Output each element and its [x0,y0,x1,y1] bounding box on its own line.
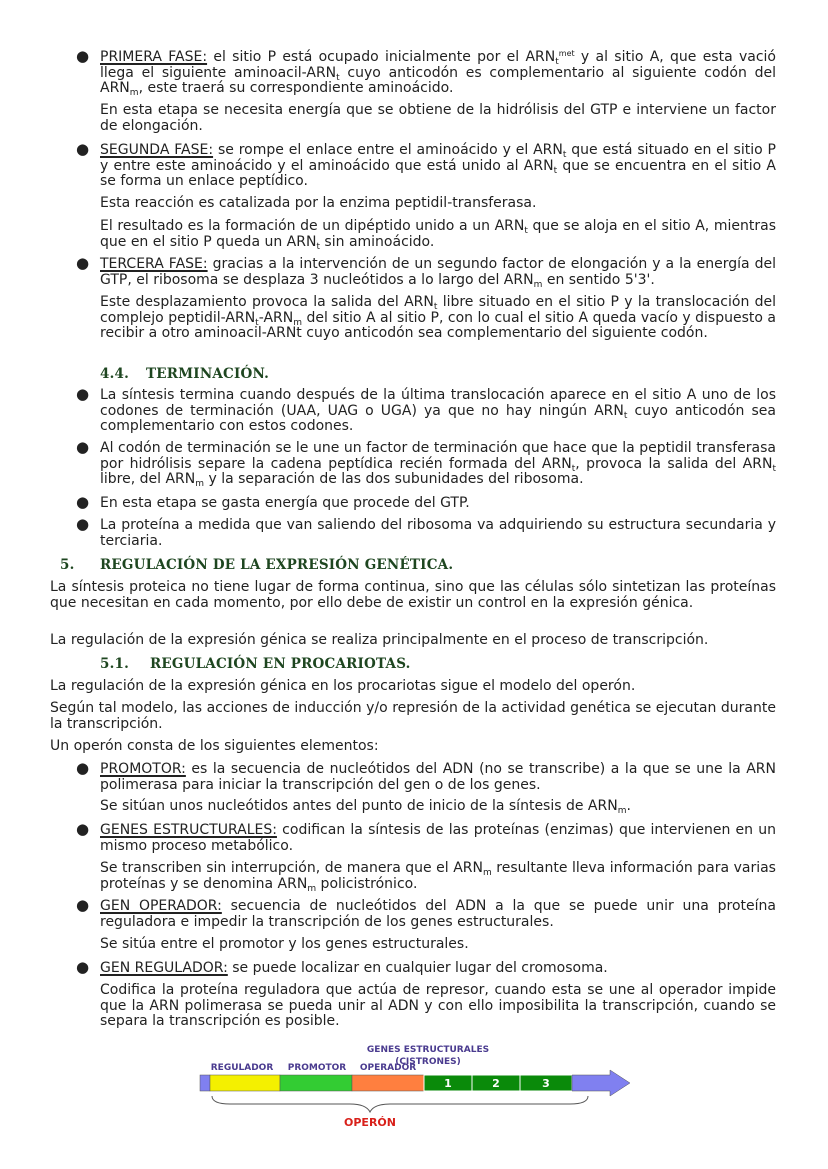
bullet-segunda-fase: ● SEGUNDA FASE: se rompe el enlace entre el aminoácido y el $ARN_t$ que está situado en el sitio P y entre este aminoácido y el aminoácido que está unido al $ARN_t$ que se encuentra en el sitio A se forma un enlace peptídico. [76,140,776,189]
bullet-icon: ● [76,958,90,976]
gen-regulador-paragraph: Codifica la proteína reguladora que actúa de represor, cuando esta se une al operador impide que la ARN polimerasa se pueda unir al ADN y con ello imposibilita la transcripción, cuando se separa la transcripción es posible. [100,982,776,1029]
heading-regulacion: 5. REGULACIÓN DE LA EXPRESIÓN GENÉTICA. [60,557,454,573]
bullet-genes-estructurales: ● GENES ESTRUCTURALES: codifican la síntesis de las proteínas (enzimas) que intervienen en un mismo proceso metabólico. [76,820,777,854]
operador-segment [352,1075,424,1091]
bullet-icon: ● [76,47,90,65]
bullet-primera-fase: ● PRIMERA FASE: el sitio P está ocupado inicialmente por el $ARN_t^{met}$ y al sitio A, que esta vació llega el siguiente aminoacil-$ARN_t$ cuyo anticodón es complementario al siguiente codón del $ARN_m$, este traerá su correspondiente aminoácido. [76,47,776,98]
bullet-icon: ● [76,493,90,511]
bullet-icon: ● [76,438,90,456]
bullet-icon: ● [76,820,90,838]
genes-estructurales-paragraph: Se transcriben sin interrupción, de manera que el $ARN_m$ resultante lleva información para varias proteínas y se denomina $ARN_m$ policistrónico. [100,860,776,894]
segunda-fase-paragraph-1: Esta reacción es catalizada por la enzima peptidil-transferasa. [100,195,537,211]
heading-procariotas: 5.1. REGULACIÓN EN PROCARIOTAS. [100,656,411,672]
regulador-label: REGULADOR [210,1063,274,1073]
segunda-fase-lead: SEGUNDA FASE: [100,142,214,158]
operon-label: OPERÓN [344,1116,396,1129]
regulacion-paragraph-2: La regulación de la expresión génica se realiza principalmente en el proceso de transcripción. [50,632,709,648]
gen-operador-paragraph: Se sitúa entre el promotor y los genes estructurales. [100,936,469,952]
procariotas-paragraph-3: Un operón consta de los siguientes elementos: [50,738,379,754]
operon-brace [212,1096,588,1112]
bullet-icon: ● [76,515,90,533]
bullet-icon: ● [76,254,90,272]
bullet-icon: ● [76,896,90,914]
gen-operador-lead: GEN OPERADOR: [100,898,222,914]
bullet-terminacion-3: ● En esta etapa se gasta energía que procede del GTP. [76,493,470,511]
bullet-terminacion-2: ● Al codón de terminación se le une un factor de terminación que hace que la peptidil transferasa por hidrólisis separe la cadena peptídica recién formada del $ARN_t$, provoca la salida del $ARN_t$ libre, del $ARN_m$ y la separación de las dos subunidades del ribosoma. [76,438,776,489]
operon-diagram [190,1040,640,1130]
primera-fase-paragraph: En esta etapa se necesita energía que se obtiene de la hidrólisis del GTP e interviene un factor de elongación. [100,102,776,134]
gen-regulador-lead: GEN REGULADOR: [100,960,228,976]
regulador-segment [210,1075,280,1091]
heading-terminacion: 4.4. TERMINACIÓN. [100,366,270,382]
promotor-lead: PROMOTOR: [100,761,186,777]
bullet-icon: ● [76,759,90,777]
operador-label: OPERADOR [359,1063,417,1073]
genes-estructurales-label: GENES ESTRUCTURALES [366,1045,490,1055]
promotor-paragraph: Se sitúan unos nucleótidos antes del punto de inicio de la síntesis de $ARN_m$. [100,798,631,816]
bullet-gen-regulador: ● GEN REGULADOR: se puede localizar en cualquier lugar del cromosoma. [76,958,608,976]
dna-strand-arrow [572,1070,630,1096]
procariotas-paragraph-2: Según tal modelo, las acciones de inducción y/o represión de la actividad genética se ejecutan durante la transcripción. [50,700,776,732]
gen-1-label: 1 [444,1077,452,1090]
bullet-terminacion-1: ● La síntesis termina cuando después de la última translocación aparece en el sitio A uno de los codones de terminación (UAA, UAG o UGA) ya que no hay ningún $ARN_t$ cuyo anticodón sea complementario con estos codones. [76,385,776,434]
tercera-fase-paragraph: Este desplazamiento provoca la salida del $ARN_t$ libre situado en el sitio P y la translocación del complejo peptidil-$ARN_t-ARN_m$ del sitio A al sitio P, con lo cual el sitio A queda vacío y dispuesto a recibir a otro aminoacil-ARNt cuyo anticodón sea complementario del siguiente codón. [100,294,776,341]
bullet-icon: ● [76,140,90,158]
bullet-terminacion-4: ● La proteína a medida que van saliendo del ribosoma va adquiriendo su estructura secundaria y terciaria. [76,515,776,549]
primera-fase-lead: PRIMERA FASE: [100,49,208,65]
bullet-promotor: ● PROMOTOR: es la secuencia de nucleótidos del ADN (no se transcribe) a la que se une la ARN polimerasa para iniciar la transcripción del gen o de los genes. [76,759,776,793]
promotor-segment [280,1075,352,1091]
genes-estructurales-lead: GENES ESTRUCTURALES: [100,822,277,838]
promotor-label: PROMOTOR [287,1063,347,1073]
procariotas-paragraph-1: La regulación de la expresión génica en los procariotas sigue el modelo del operón. [50,678,636,694]
segunda-fase-paragraph-2: El resultado es la formación de un dipéptido unido a un $ARN_t$ que se aloja en el sitio A, mientras que en el sitio P queda un $ARN_t$ sin aminoácido. [100,218,776,252]
bullet-gen-operador: ● GEN OPERADOR: secuencia de nucleótidos del ADN a la que se puede unir una proteína reguladora e impedir la transcripción de los genes estructurales. [76,896,776,930]
regulacion-paragraph-1: La síntesis proteica no tiene lugar de forma continua, sino que las células sólo sintetizan las proteínas que necesitan en cada momento, por ello debe de existir un control en la expresión génica. [50,579,776,611]
dna-strand-left [200,1075,210,1091]
bullet-icon: ● [76,385,90,403]
cistrones-label: (CISTRONES) [395,1057,461,1067]
bullet-tercera-fase: ● TERCERA FASE: gracias a la intervención de un segundo factor de elongación y a la energía del GTP, el ribosoma se desplaza 3 nucleótidos a lo largo del $ARN_m$ en sentido 5'3'. [76,254,776,290]
tercera-fase-lead: TERCERA FASE: [100,256,208,272]
gen-2-label: 2 [492,1077,500,1090]
gen-3-label: 3 [542,1077,550,1090]
